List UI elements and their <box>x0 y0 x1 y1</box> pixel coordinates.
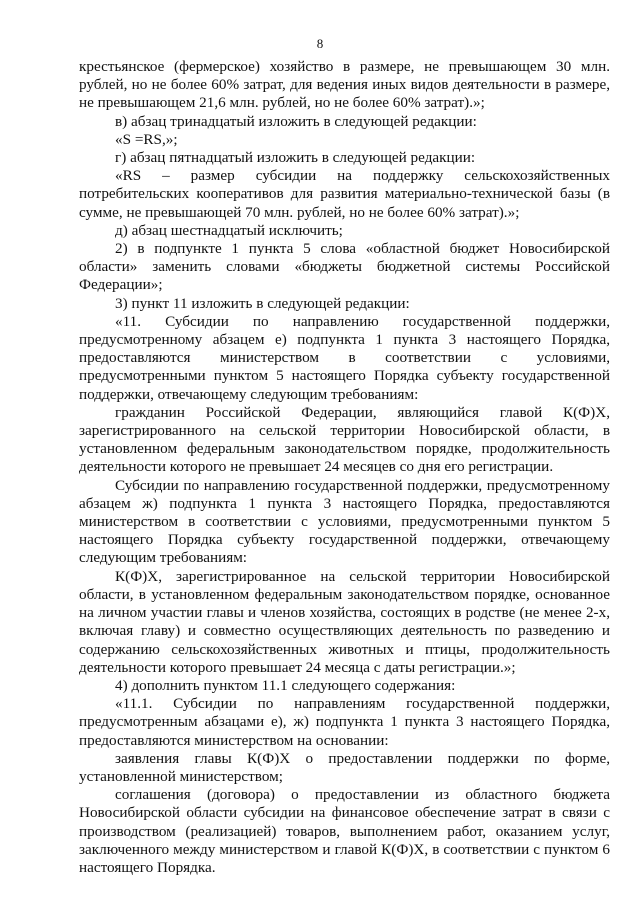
paragraph: «11.1. Субсидии по направлениям государственной поддержки, предусмотренным абзацами е), ж) подпункта 1 пункта 3 настоящего Порядка, предоставляются министерством на основании: <box>79 695 610 749</box>
paragraph: 3) пункт 11 изложить в следующей редакции: <box>115 294 410 312</box>
page-number: 8 <box>316 36 324 51</box>
paragraph: «S =RS,»; <box>115 130 178 148</box>
paragraph: «11. Субсидии по направлению государственной поддержки, предусмотренному абзацем е) подпункта 1 пункта 3 настоящего Порядка, предоставляются министерством в соответствии с условиями, предусмотренными пунктом 5 настоящего Порядка субъекту государственной поддержки, отвечающему следующим требованиям: <box>79 312 610 403</box>
paragraph: Субсидии по направлению государственной поддержки, предусмотренному абзацем ж) подпункта 1 пункта 3 настоящего Порядка, предоставляются министерством в соответствии с условиями, предусмотренными пунктом 5 настоящего Порядка субъекту государственной поддержки, отвечающему следующим требованиям: <box>79 476 610 567</box>
document-body <box>79 58 610 877</box>
paragraph: 4) дополнить пунктом 11.1 следующего содержания: <box>115 676 456 694</box>
paragraph: в) абзац тринадцатый изложить в следующей редакции: <box>115 112 477 130</box>
paragraph: заявления главы К(Ф)Х о предоставлении поддержки по форме, установленной министерством; <box>79 749 610 785</box>
paragraph: г) абзац пятнадцатый изложить в следующей редакции: <box>115 149 476 167</box>
paragraph: соглашения (договора) о предоставлении из областного бюджета Новосибирской области субсидии на финансовое обеспечение затрат в связи с производством (реализацией) товаров, выполнением работ, оказанием услуг, заключенного между министерством и главой К(Ф)Х, в соответствии с пунктом 6 настоящего Порядка. <box>79 786 610 876</box>
paragraph: д) абзац шестнадцатый исключить; <box>115 221 343 239</box>
paragraph: 2) в подпункте 1 пункта 5 слова «областной бюджет Новосибирской области» заменить словами «бюджеты бюджетной системы Российской Федерации»; <box>79 240 610 294</box>
paragraph: гражданин Российской Федерации, являющийся главой К(Ф)Х, зарегистрированного на сельской территории Новосибирской области, в установленном федеральным законодательством порядке, продолжительность деятельности которого не превышает 24 месяцев со дня его регистрации. <box>79 403 610 476</box>
paragraph: К(Ф)Х, зарегистрированное на сельской территории Новосибирской области, в установленном федеральным законодательством порядке, основанное на личном участии главы и членов хозяйства, состоящих в родстве (не менее 2-х, включая главу) и совместно осуществляющих деятельность по разведению и содержанию сельскохозяйственных животных и птицы, продолжительность деятельности которого превышает 24 месяца с даты регистрации.»; <box>79 567 610 676</box>
paragraph: «RS – размер субсидии на поддержку сельскохозяйственных потребительских кооперативов для развития материально-технической базы (в сумме, не превышающей 70 млн. рублей, но не более 60% затрат).»; <box>79 167 610 221</box>
paragraph: крестьянское (фермерское) хозяйство в размере, не превышающем 30 млн. рублей, но не более 60% затрат, для ведения иных видов деятельности в размере, не превышающем 21,6 млн. рублей, но не более 60% затрат).»; <box>79 58 610 112</box>
